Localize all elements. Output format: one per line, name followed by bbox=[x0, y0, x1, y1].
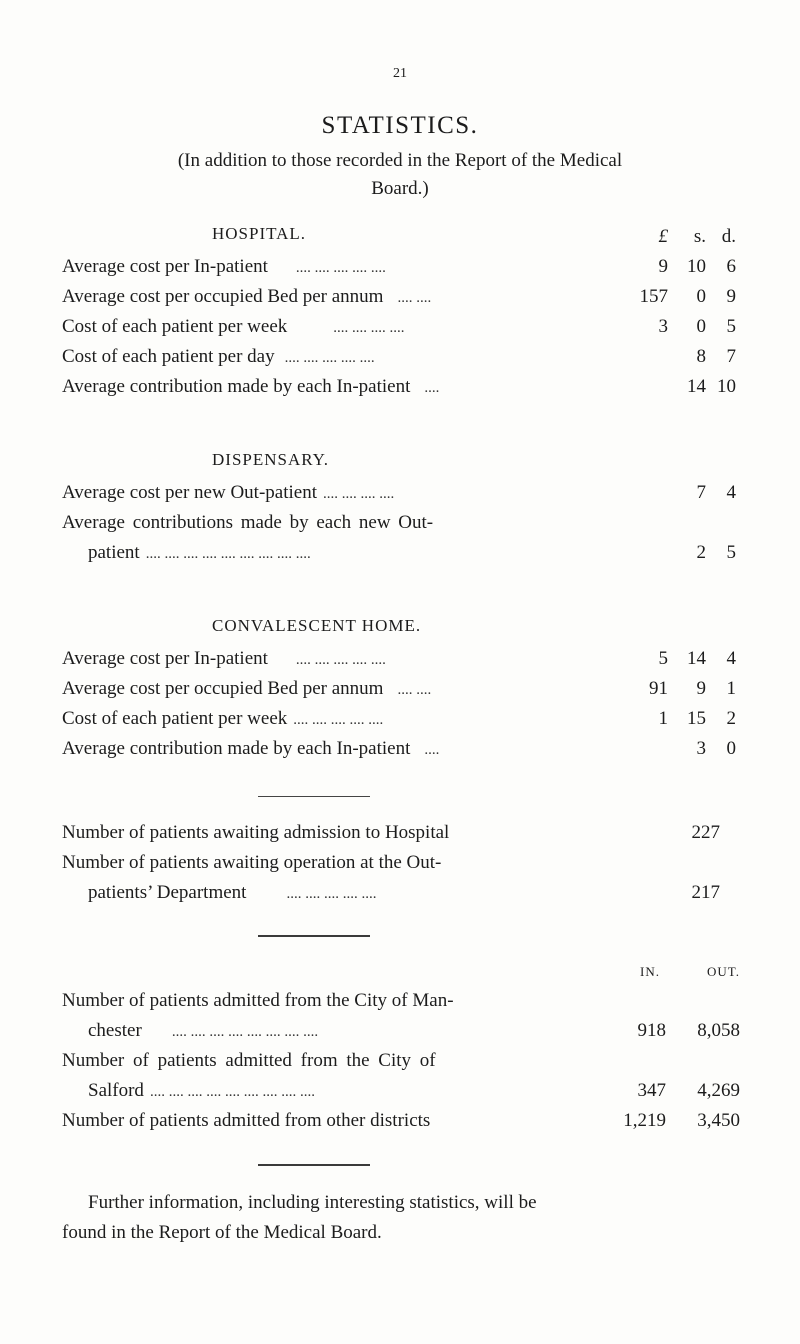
dot-leader: .... .... .... .... .... bbox=[284, 350, 375, 366]
row-label: Cost of each patient per day bbox=[62, 346, 275, 367]
pounds-value: 1 bbox=[658, 708, 668, 729]
dot-leader: .... .... .... .... .... bbox=[286, 886, 377, 902]
dot-leader: .... bbox=[424, 742, 440, 758]
dispensary-heading: DISPENSARY. bbox=[212, 450, 329, 469]
shillings-value: 10 bbox=[687, 256, 706, 277]
row-label: Number of patients awaiting operation at the Out- bbox=[62, 852, 442, 873]
row-label: Cost of each patient per week bbox=[62, 708, 288, 729]
row-label: Average cost per In-patient bbox=[62, 256, 268, 277]
shillings-value: 14 bbox=[687, 376, 706, 397]
row-label: Cost of each patient per week bbox=[62, 316, 288, 337]
awaiting-value: 217 bbox=[691, 882, 720, 903]
pence-value: 5 bbox=[726, 316, 736, 337]
divider bbox=[258, 1164, 370, 1166]
dot-leader: .... .... .... .... .... bbox=[295, 652, 386, 668]
shillings-value: 14 bbox=[687, 648, 706, 669]
pence-value: 1 bbox=[726, 678, 736, 699]
pence-value: 7 bbox=[726, 346, 736, 367]
out-column-header: OUT. bbox=[706, 964, 740, 979]
footer-note-line-2: found in the Report of the Medical Board. bbox=[62, 1222, 382, 1243]
convalescent-heading: CONVALESCENT HOME. bbox=[212, 616, 422, 635]
row-label-continued: patients’ Department bbox=[88, 882, 247, 903]
row-label: Number of patients admitted from the City of bbox=[62, 1050, 436, 1071]
shillings-value: 2 bbox=[696, 542, 706, 563]
pence-value: 9 bbox=[726, 286, 736, 307]
dot-leader: .... .... .... .... .... bbox=[295, 260, 386, 276]
footer-note-line-1: Further information, including interesting statistics, will be bbox=[88, 1192, 537, 1213]
row-label: Average cost per In-patient bbox=[62, 648, 268, 669]
dot-leader: .... .... bbox=[397, 290, 432, 306]
pounds-value: 3 bbox=[658, 316, 668, 337]
shillings-value: 0 bbox=[696, 286, 706, 307]
dot-leader: .... .... .... .... .... .... .... .... bbox=[171, 1024, 319, 1040]
row-label: Average contribution made by each In-patient bbox=[62, 738, 411, 759]
divider bbox=[258, 796, 370, 797]
dot-leader: .... .... .... .... .... bbox=[293, 712, 384, 728]
shillings-value: 7 bbox=[696, 482, 706, 503]
out-value: 3,450 bbox=[697, 1110, 740, 1131]
shillings-value: 15 bbox=[687, 708, 706, 729]
awaiting-value: 227 bbox=[691, 822, 720, 843]
page-number: 21 bbox=[393, 66, 407, 81]
out-value: 4,269 bbox=[697, 1080, 740, 1101]
shillings-value: 0 bbox=[696, 316, 706, 337]
pence-value: 4 bbox=[726, 648, 736, 669]
row-label: Number of patients awaiting admission to Hospital bbox=[62, 822, 450, 843]
in-column-header: IN. bbox=[640, 964, 660, 979]
pence-value: 10 bbox=[717, 376, 736, 397]
row-label: Average contributions made by each new Out- bbox=[62, 512, 434, 533]
dot-leader: .... .... .... .... bbox=[333, 320, 405, 336]
pounds-value: 9 bbox=[658, 256, 668, 277]
pence-header: d. bbox=[721, 226, 736, 247]
row-label-continued: chester bbox=[88, 1020, 142, 1041]
row-label: Average cost per new Out-patient bbox=[62, 482, 317, 503]
pence-value: 5 bbox=[726, 542, 736, 563]
row-label-continued: Salford bbox=[88, 1080, 144, 1101]
pence-value: 2 bbox=[726, 708, 736, 729]
dot-leader: .... .... .... .... bbox=[323, 486, 395, 502]
row-label: Average cost per occupied Bed per annum bbox=[62, 678, 384, 699]
pence-value: 4 bbox=[726, 482, 736, 503]
row-label: Average contribution made by each In-patient bbox=[62, 376, 411, 397]
subtitle-line-1: (In addition to those recorded in the Report of the Medical bbox=[177, 150, 623, 171]
in-value: 918 bbox=[637, 1020, 666, 1041]
pounds-value: 5 bbox=[658, 648, 668, 669]
dot-leader: .... .... .... .... .... .... .... .... .... bbox=[145, 546, 311, 562]
shillings-header: s. bbox=[693, 226, 706, 247]
row-label: Number of patients admitted from the City of Man- bbox=[62, 990, 454, 1011]
pence-value: 0 bbox=[726, 738, 736, 759]
row-label: Average cost per occupied Bed per annum bbox=[62, 286, 384, 307]
dot-leader: .... .... .... .... .... .... .... .... .... bbox=[149, 1084, 315, 1100]
pounds-value: 157 bbox=[639, 286, 668, 307]
row-label: Number of patients admitted from other districts bbox=[62, 1110, 431, 1131]
in-value: 1,219 bbox=[623, 1110, 666, 1131]
shillings-value: 8 bbox=[696, 346, 706, 367]
divider bbox=[258, 935, 370, 937]
subtitle-line-2: Board.) bbox=[371, 178, 429, 199]
out-value: 8,058 bbox=[697, 1020, 740, 1041]
pence-value: 6 bbox=[726, 256, 736, 277]
page-title: STATISTICS. bbox=[321, 112, 479, 139]
shillings-value: 3 bbox=[696, 738, 706, 759]
in-value: 347 bbox=[637, 1080, 666, 1101]
pounds-header: £ bbox=[658, 226, 668, 247]
row-label-continued: patient bbox=[88, 542, 140, 563]
dot-leader: .... .... bbox=[397, 682, 432, 698]
pounds-value: 91 bbox=[649, 678, 668, 699]
hospital-heading: HOSPITAL. bbox=[212, 224, 307, 243]
dot-leader: .... bbox=[424, 380, 440, 396]
shillings-value: 9 bbox=[696, 678, 706, 699]
